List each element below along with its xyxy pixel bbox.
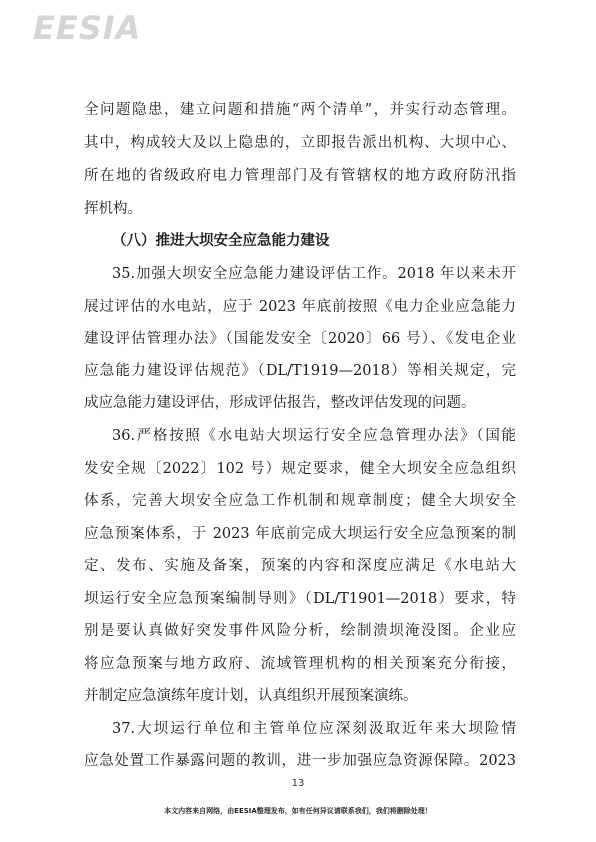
body-line: 应急预案体系，于 2023 年底前完成大坝运行安全应急预案的制 [84,526,516,542]
eesia-watermark-logo: EESIA [33,9,142,47]
body-line: 其中，构成较大及以上隐患的，立即报告派出机构、大坝中心、 [84,135,516,151]
body-line: 全问题隐患，建立问题和措施“两个清单”，并实行动态管理。 [84,102,516,118]
body-line: 应急处置工作暴露问题的教训，进一步加强应急资源保障。2023 [84,753,516,769]
body-line: 发安全规〔2022〕102 号）规定要求，健全大坝安全应急组织 [84,461,516,477]
body-line: 展过评估的水电站，应于 2023 年底前按照《电力企业应急能力 [84,299,516,315]
body-line: 坝运行安全应急预案编制导则》（DL/T1901—2018）要求，特 [84,591,516,607]
body-line: 37.大坝运行单位和主管单位应深刻汲取近年来大坝险情 [112,721,516,737]
body-line: 体系，完善大坝安全应急工作机制和规章制度；健全大坝安全 [84,493,516,509]
body-line: 将应急预案与地方政府、流域管理机构的相关预案充分衔接， [84,656,516,672]
body-line: 定、发布、实施及备案，预案的内容和深度应满足《水电站大 [84,558,516,574]
body-line: 35.加强大坝安全应急能力建设评估工作。2018 年以来未开 [112,266,516,282]
body-line: 挥机构。 [84,201,142,217]
page-number: 13 [291,778,305,789]
body-line: 所在地的省级政府电力管理部门及有管辖权的地方政府防汛指 [84,168,516,184]
section-heading: （八）推进大坝安全应急能力建设 [112,233,330,249]
body-line: 建设评估管理办法》（国能发安全〔2020〕66 号）、《发电企业 [84,331,516,347]
body-line: 成应急能力建设评估，形成评估报告，整改评估发现的问题。 [84,395,476,411]
footer-disclaimer: 本文内容来自网络，由EESIA整理发布，如有任何异议请联系我们，我们将删除处理！ [164,807,432,815]
body-line: 36.严格按照《水电站大坝运行安全应急管理办法》（国能 [112,428,516,444]
body-line: 应急能力建设评估规范》（DL/T1919—2018）等相关规定，完 [84,363,516,379]
body-line: 并制定应急演练年度计划，认真组织开展预案演练。 [84,688,418,704]
body-line: 别是要认真做好突发事件风险分析，绘制溃坝淹没图。企业应 [84,623,516,639]
